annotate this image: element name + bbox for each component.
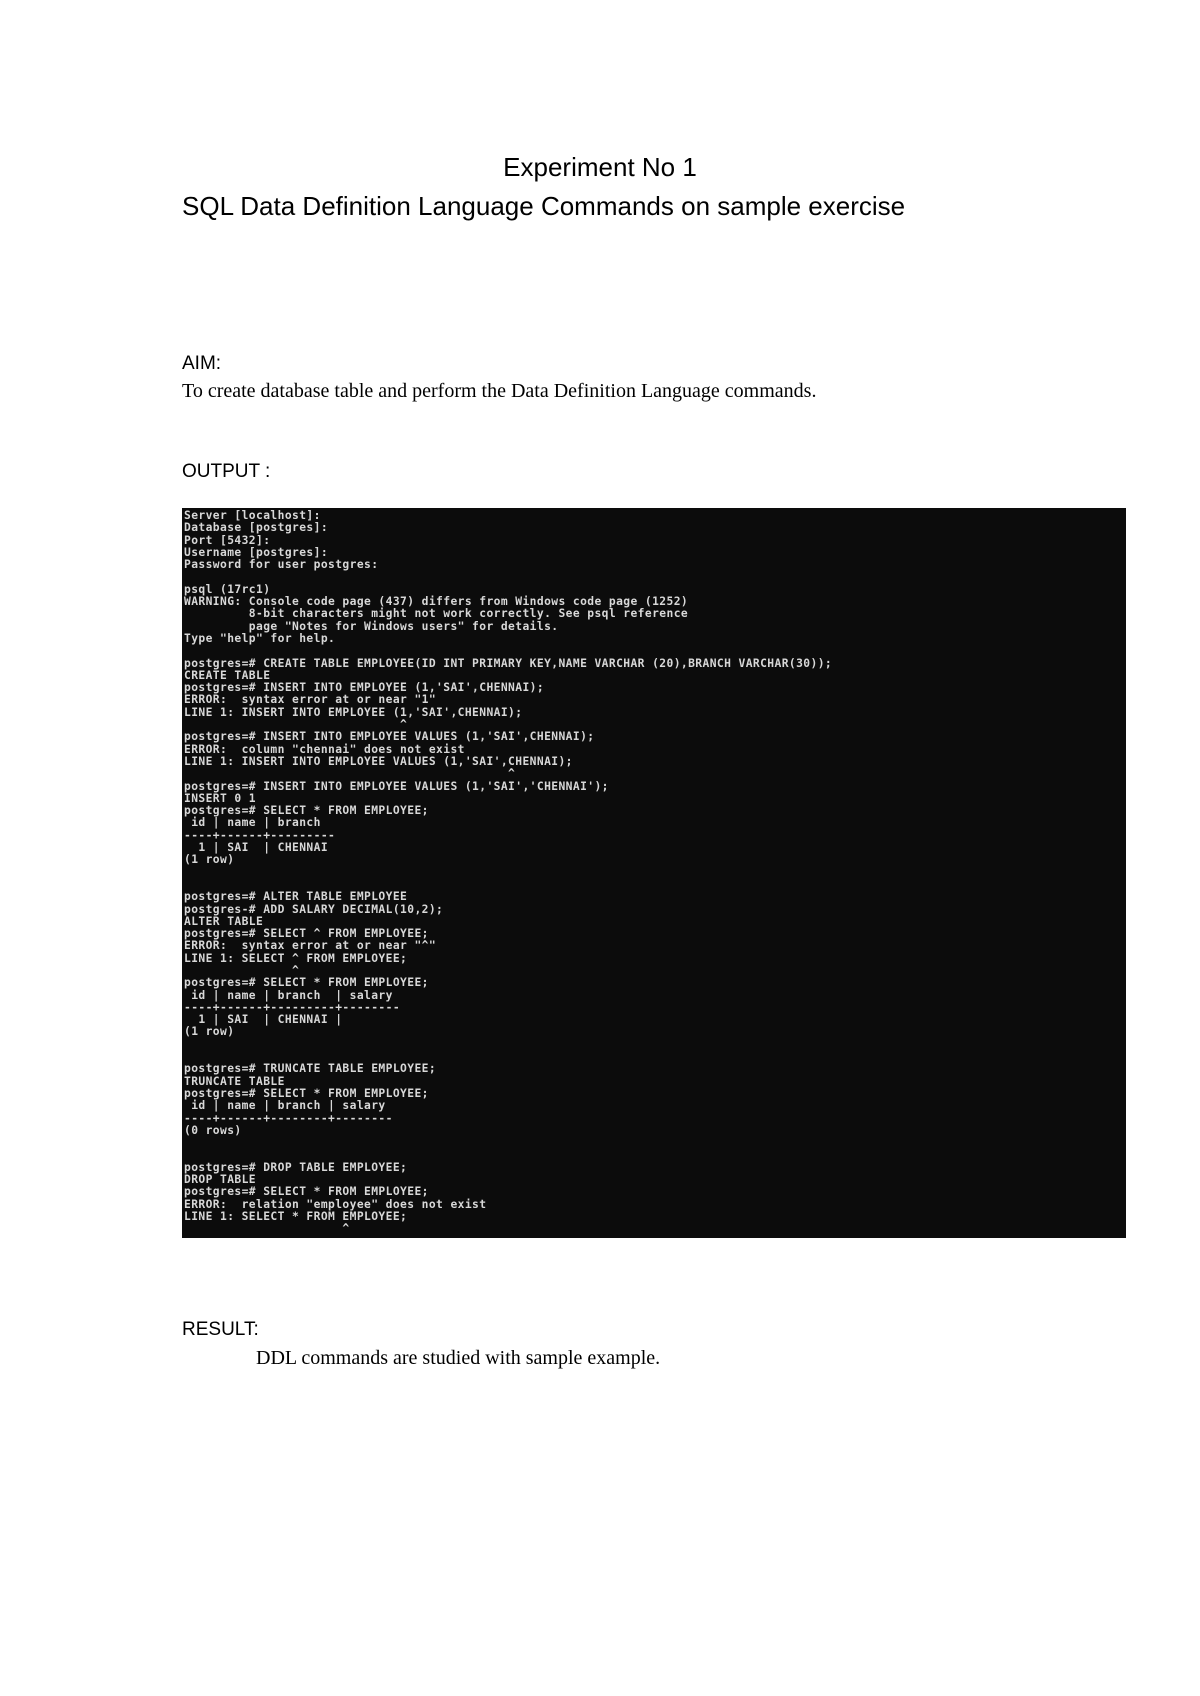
terminal-line: ALTER TABLE [184,914,264,928]
terminal-line: postgres=# SELECT * FROM EMPLOYEE; [184,804,429,818]
aim-text: To create database table and perform the Data Definition Language commands. [182,380,817,402]
terminal-line: id | name | branch | salary [184,1099,386,1113]
terminal-line: postgres=# DROP TABLE EMPLOYEE; [184,1160,408,1174]
terminal-line: LINE 1: INSERT INTO EMPLOYEE VALUES (1,'SAI',CHENNAI); [184,754,573,768]
terminal-line: postgres=# INSERT INTO EMPLOYEE (1,'SAI',CHENNAI); [184,681,545,695]
terminal-line: ERROR: column "chennai" does not exist [184,742,465,756]
terminal-line: ^ [184,963,300,977]
terminal-line: (1 row) [184,853,235,867]
terminal-line: ^ [184,718,408,732]
terminal-line: (1 row) [184,1025,235,1039]
terminal-line: psql (17rc1) [184,582,271,596]
result-heading: RESULT: [182,1319,259,1340]
terminal-line: postgres=# INSERT INTO EMPLOYEE VALUES (1,'SAI','CHENNAI'); [184,779,609,793]
terminal-line: (0 rows) [184,1123,242,1137]
terminal-line: postgres=# TRUNCATE TABLE EMPLOYEE; [184,1062,437,1076]
terminal-line: ^ [184,767,516,781]
terminal-line: postgres=# ALTER TABLE EMPLOYEE [184,890,408,904]
terminal-line: Password for user postgres: [184,558,379,572]
terminal-line: LINE 1: INSERT INTO EMPLOYEE (1,'SAI',CHENNAI); [184,705,523,719]
terminal-line: ERROR: syntax error at or near "^" [184,939,437,953]
terminal-line: postgres=# INSERT INTO EMPLOYEE VALUES (1,'SAI',CHENNAI); [184,730,595,744]
terminal-line [184,1137,1124,1149]
terminal-line: Database [postgres]: [184,521,329,535]
terminal-line: postgres=# SELECT * FROM EMPLOYEE; [184,976,429,990]
terminal-line: Username [postgres]: [184,545,329,559]
terminal-line: ERROR: relation "employee" does not exist [184,1197,487,1211]
terminal-line: postgres-# ADD SALARY DECIMAL(10,2); [184,902,444,916]
terminal-line: LINE 1: SELECT ^ FROM EMPLOYEE; [184,951,408,965]
terminal-line: ERROR: syntax error at or near "1" [184,693,437,707]
terminal-line: ^ [184,1222,350,1236]
terminal-line: page "Notes for Windows users" for details. [184,619,559,633]
terminal-line: ----+------+--------- [184,828,336,842]
terminal-line: INSERT 0 1 [184,791,257,805]
terminal-line: ----+------+--------+-------- [184,1111,393,1125]
page-subtitle: SQL Data Definition Language Commands on sample exercise [182,191,906,221]
terminal-line: postgres=# CREATE TABLE EMPLOYEE(ID INT PRIMARY KEY,NAME VARCHAR (20),BRANCH VARCHAR(30)); [184,656,833,670]
terminal-line: WARNING: Console code page (437) differs from Windows code page (1252) [184,595,689,609]
result-text: DDL commands are studied with sample example. [256,1347,661,1369]
terminal-line: 1 | SAI | CHENNAI [184,841,329,855]
terminal-line [184,571,1124,583]
terminal-line: Type "help" for help. [184,631,336,645]
page-title: Experiment No 1 [503,152,697,182]
terminal-line [184,645,1124,657]
terminal-line [184,1149,1124,1161]
terminal-line: ----+------+---------+-------- [184,1000,401,1014]
terminal-line: CREATE TABLE [184,668,271,682]
terminal-line: LINE 1: SELECT * FROM EMPLOYEE; [184,1209,408,1223]
terminal-line: id | name | branch [184,816,321,830]
terminal-line: postgres=# SELECT ^ FROM EMPLOYEE; [184,927,429,941]
terminal-line: 1 | SAI | CHENNAI | [184,1013,343,1027]
terminal-screenshot [182,508,1126,1238]
terminal-line: id | name | branch | salary [184,988,393,1002]
terminal-line: Port [5432]: [184,533,271,547]
terminal-line [184,867,1124,879]
terminal-line: postgres=# SELECT * FROM EMPLOYEE; [184,1086,429,1100]
output-heading: OUTPUT : [182,461,271,482]
terminal-line: 8-bit characters might not work correctly. See psql reference [184,607,689,621]
terminal-line: DROP TABLE [184,1173,257,1187]
aim-heading: AIM: [182,353,222,374]
terminal-line: postgres=# SELECT * FROM EMPLOYEE; [184,1185,429,1199]
terminal-line: TRUNCATE TABLE [184,1074,285,1088]
terminal-line: Server [localhost]: [184,509,321,522]
terminal-line [184,1039,1124,1051]
